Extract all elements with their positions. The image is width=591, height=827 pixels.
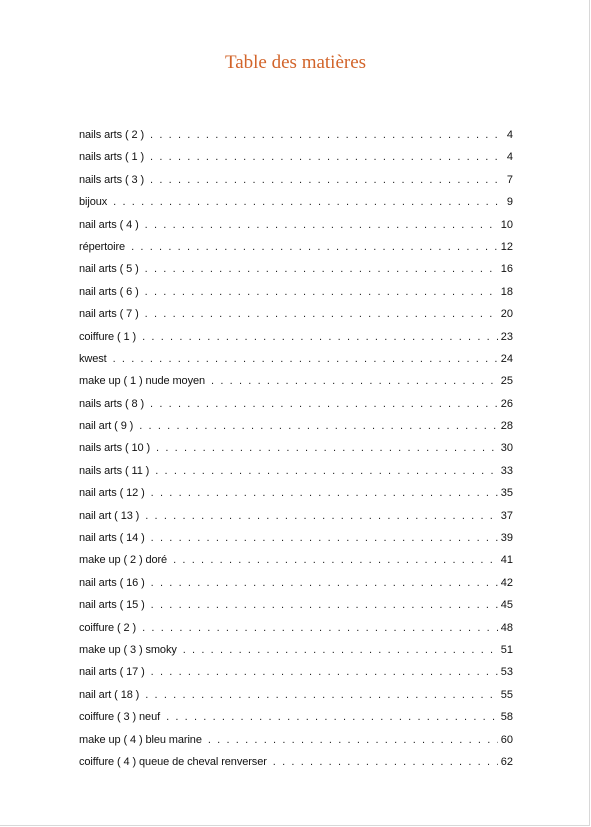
toc-entry-page-number: 10 (500, 218, 513, 231)
toc-entry[interactable] (79, 666, 513, 688)
toc-entry-page-number: 30 (500, 442, 513, 455)
toc-entry-title: nail arts ( 16 ) (79, 576, 145, 589)
toc-entry-title: nail arts ( 6 ) (79, 285, 139, 298)
toc-entry-title: répertoire (79, 240, 126, 253)
page-title: Table des matières (224, 52, 367, 73)
toc-entry-title: nails arts ( 8 ) (79, 397, 145, 410)
dot-leader (131, 241, 498, 253)
toc-entry-title: nail arts ( 14 ) (79, 532, 145, 545)
toc-entry-page-number: 39 (500, 532, 513, 545)
toc-entry[interactable] (79, 756, 513, 778)
toc-entry-title: nail arts ( 15 ) (79, 599, 145, 612)
toc-entry-title: make up ( 3 ) smoky (79, 643, 177, 656)
toc-entry-page-number: 24 (500, 352, 513, 365)
toc-entry-title: nails arts ( 10 ) (79, 442, 151, 455)
toc-entry-page-number: 4 (506, 129, 513, 141)
toc-entry[interactable] (79, 241, 513, 263)
toc-entry-page-number: 45 (500, 599, 513, 612)
toc-entry[interactable] (79, 331, 513, 353)
toc-entry-page-number: 60 (500, 733, 513, 746)
dot-leader (145, 308, 498, 320)
toc-entry-page-number: 23 (500, 330, 513, 343)
toc-entry-title: make up ( 1 ) nude moyen (79, 375, 206, 388)
toc-entry-page-number: 16 (500, 263, 513, 276)
dot-leader (113, 353, 498, 365)
toc-entry-title: coiffure ( 4 ) queue de cheval renverser (79, 755, 267, 768)
toc-entry-page-number: 25 (500, 375, 513, 388)
dot-leader (150, 398, 498, 410)
toc-entry-page-number: 51 (500, 643, 513, 656)
toc-entry-page-number: 58 (500, 711, 513, 724)
toc-entry-page-number: 48 (500, 621, 513, 634)
toc-entry[interactable] (79, 420, 513, 442)
table-of-contents (79, 129, 513, 778)
toc-entry-title: nail arts ( 7 ) (79, 308, 139, 321)
toc-entry[interactable] (79, 734, 513, 756)
dot-leader (139, 420, 498, 432)
dot-leader (173, 554, 498, 566)
toc-entry-title: nail art ( 18 ) (79, 688, 140, 701)
toc-entry-title: nail arts ( 5 ) (79, 263, 139, 276)
toc-entry[interactable] (79, 577, 513, 599)
toc-entry[interactable] (79, 398, 513, 420)
toc-entry-page-number: 7 (506, 173, 513, 186)
toc-entry-title: nails arts ( 11 ) (79, 464, 150, 477)
toc-entry[interactable] (79, 151, 513, 173)
dot-leader (183, 644, 498, 656)
toc-entry[interactable] (79, 599, 513, 621)
toc-entry-page-number: 53 (500, 666, 513, 679)
toc-entry-page-number: 33 (500, 464, 513, 477)
dot-leader (208, 734, 498, 746)
toc-entry-page-number: 41 (500, 554, 513, 567)
dot-leader (151, 577, 498, 589)
toc-entry-page-number: 12 (500, 240, 513, 253)
toc-entry-title: nails arts ( 2 ) (79, 129, 145, 141)
toc-entry-title: nail arts ( 17 ) (79, 666, 145, 679)
toc-entry-title: nails arts ( 3 ) (79, 173, 145, 186)
toc-entry[interactable] (79, 644, 513, 666)
toc-entry[interactable] (79, 129, 513, 151)
dot-leader (156, 442, 498, 454)
toc-entry[interactable] (79, 711, 513, 733)
toc-entry-page-number: 28 (500, 420, 513, 433)
dot-leader (145, 219, 498, 231)
toc-entry-title: nail arts ( 12 ) (79, 487, 145, 500)
dot-leader (273, 756, 498, 768)
toc-entry-page-number: 18 (500, 285, 513, 298)
toc-entry-title: nails arts ( 1 ) (79, 151, 145, 164)
dot-leader (155, 465, 498, 477)
dot-leader (145, 510, 498, 522)
dot-leader (211, 375, 498, 387)
toc-entry[interactable] (79, 353, 513, 375)
dot-leader (150, 129, 504, 141)
toc-entry-page-number: 62 (500, 755, 513, 768)
toc-entry[interactable] (79, 308, 513, 330)
toc-entry[interactable] (79, 622, 513, 644)
dot-leader (150, 151, 504, 163)
toc-entry[interactable] (79, 465, 513, 487)
dot-leader (145, 286, 498, 298)
toc-entry[interactable] (79, 532, 513, 554)
dot-leader (113, 196, 504, 208)
toc-entry-page-number: 35 (500, 487, 513, 500)
dot-leader (142, 622, 498, 634)
toc-entry[interactable] (79, 554, 513, 576)
toc-entry-title: nail art ( 13 ) (79, 509, 140, 522)
toc-entry[interactable] (79, 689, 513, 711)
toc-entry-page-number: 26 (500, 397, 513, 410)
dot-leader (151, 666, 498, 678)
dot-leader (151, 532, 498, 544)
dot-leader (145, 689, 498, 701)
toc-entry[interactable] (79, 286, 513, 308)
toc-entry-title: make up ( 2 ) doré (79, 554, 168, 567)
toc-entry-page-number: 4 (506, 151, 513, 164)
toc-entry-title: nail arts ( 4 ) (79, 218, 139, 231)
toc-entry-page-number: 55 (500, 688, 513, 701)
toc-entry[interactable] (79, 196, 513, 218)
toc-entry-title: coiffure ( 3 ) neuf (79, 711, 161, 724)
toc-entry-title: nail art ( 9 ) (79, 420, 134, 433)
toc-entry-page-number: 37 (500, 509, 513, 522)
toc-entry[interactable] (79, 375, 513, 397)
toc-entry-page-number: 9 (506, 196, 513, 209)
toc-entry-page-number: 20 (500, 308, 513, 321)
toc-entry-title: coiffure ( 2 ) (79, 621, 137, 634)
dot-leader (150, 174, 504, 186)
toc-entry-title: make up ( 4 ) bleu marine (79, 733, 202, 746)
toc-entry[interactable] (79, 487, 513, 509)
toc-entry-title: kwest (79, 352, 107, 365)
dot-leader (166, 711, 498, 723)
dot-leader (151, 487, 498, 499)
dot-leader (145, 263, 498, 275)
toc-entry[interactable] (79, 219, 513, 241)
toc-entry[interactable] (79, 510, 513, 532)
toc-entry-page-number: 42 (500, 576, 513, 589)
toc-entry-title: bijoux (79, 196, 108, 209)
dot-leader (151, 599, 498, 611)
dot-leader (142, 331, 498, 343)
toc-entry-title: coiffure ( 1 ) (79, 330, 137, 343)
toc-entry[interactable] (79, 442, 513, 464)
toc-entry[interactable] (79, 174, 513, 196)
toc-entry[interactable] (79, 263, 513, 285)
